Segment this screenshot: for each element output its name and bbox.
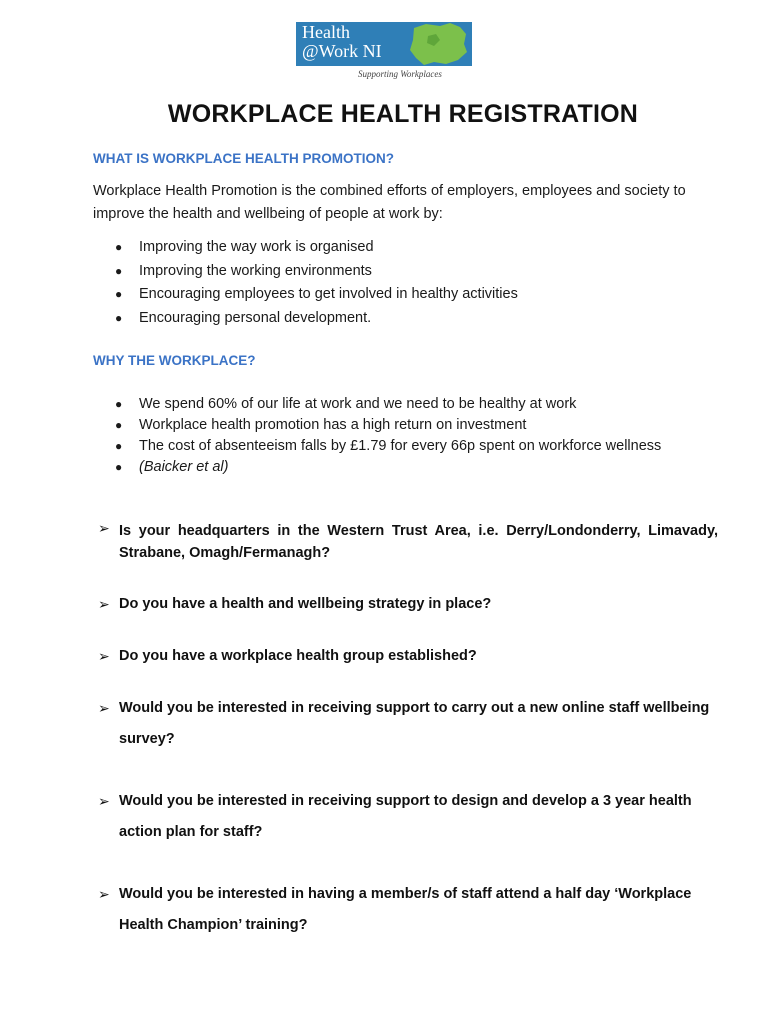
list-item: ● Encouraging personal development. (93, 307, 715, 331)
question-strategy: ➢ Do you have a health and wellbeing strategy in place? (98, 596, 492, 612)
bullet-dot-icon: ● (115, 460, 123, 474)
arrowhead-bullet-icon: ➢ (98, 700, 110, 716)
logo-line-2: @Work NI (302, 41, 382, 61)
section-heading-what-is: WHAT IS WORKPLACE HEALTH PROMOTION? (93, 151, 394, 166)
question-headquarters: ➢ Is your headquarters in the Western Trust Area, i.e. Derry/Londonderry, Limavady, Strabane, Omagh/Fermanagh? (98, 520, 718, 561)
arrowhead-bullet-icon: ➢ (98, 520, 110, 536)
logo-line-1: Health (302, 22, 350, 42)
bullet-dot-icon: ● (115, 439, 123, 453)
intro-paragraph: Workplace Health Promotion is the combined efforts of employers, employees and society to improve the health and wellbeing of people at work by: (93, 183, 686, 222)
question-champion-training: ➢ Would you be interested in having a member/s of staff attend a half day ‘Workplace Health Champion’ training? (98, 886, 692, 933)
promotion-bullet-list (93, 236, 715, 330)
logo-banner (296, 22, 472, 66)
question-action-plan: ➢ Would you be interested in receiving support to design and develop a 3 year health action plan for staff? (98, 793, 692, 840)
list-item: ● (Baicker et al) (93, 457, 715, 478)
bullet-dot-icon: ● (115, 263, 123, 278)
arrowhead-bullet-icon: ➢ (98, 596, 110, 612)
bullet-dot-icon: ● (115, 240, 123, 254)
section-heading-why: WHY THE WORKPLACE? (93, 353, 256, 368)
workplace-bullet-list (93, 394, 715, 478)
logo-tagline: Supporting Workplaces (358, 69, 442, 79)
bullet-dot-icon: ● (115, 310, 123, 325)
arrowhead-bullet-icon: ➢ (98, 793, 110, 809)
list-item: ● Improving the working environments (93, 260, 715, 284)
list-item: ● We spend 60% of our life at work and we need to be healthy at work (93, 394, 715, 415)
arrowhead-bullet-icon: ➢ (98, 648, 110, 664)
question-health-group: ➢ Do you have a workplace health group established? (98, 648, 477, 664)
bullet-dot-icon: ● (115, 418, 123, 432)
bullet-dot-icon: ● (115, 287, 123, 301)
question-wellbeing-survey: ➢ Would you be interested in receiving support to carry out a new online staff wellbeing survey? (98, 700, 710, 747)
page-title: WORKPLACE HEALTH REGISTRATION (167, 100, 639, 128)
list-item: ● Encouraging employees to get involved in healthy activities (93, 283, 715, 307)
list-item: ● Improving the way work is organised (93, 236, 715, 260)
list-item: ● The cost of absenteeism falls by £1.79 for every 66p spent on workforce wellness (93, 436, 715, 457)
arrowhead-bullet-icon: ➢ (98, 886, 110, 902)
logo-text (302, 23, 382, 61)
northern-ireland-map-icon (406, 22, 468, 66)
list-item: ● Workplace health promotion has a high return on investment (93, 415, 715, 436)
bullet-dot-icon: ● (115, 397, 123, 411)
health-at-work-ni-logo (296, 22, 474, 86)
